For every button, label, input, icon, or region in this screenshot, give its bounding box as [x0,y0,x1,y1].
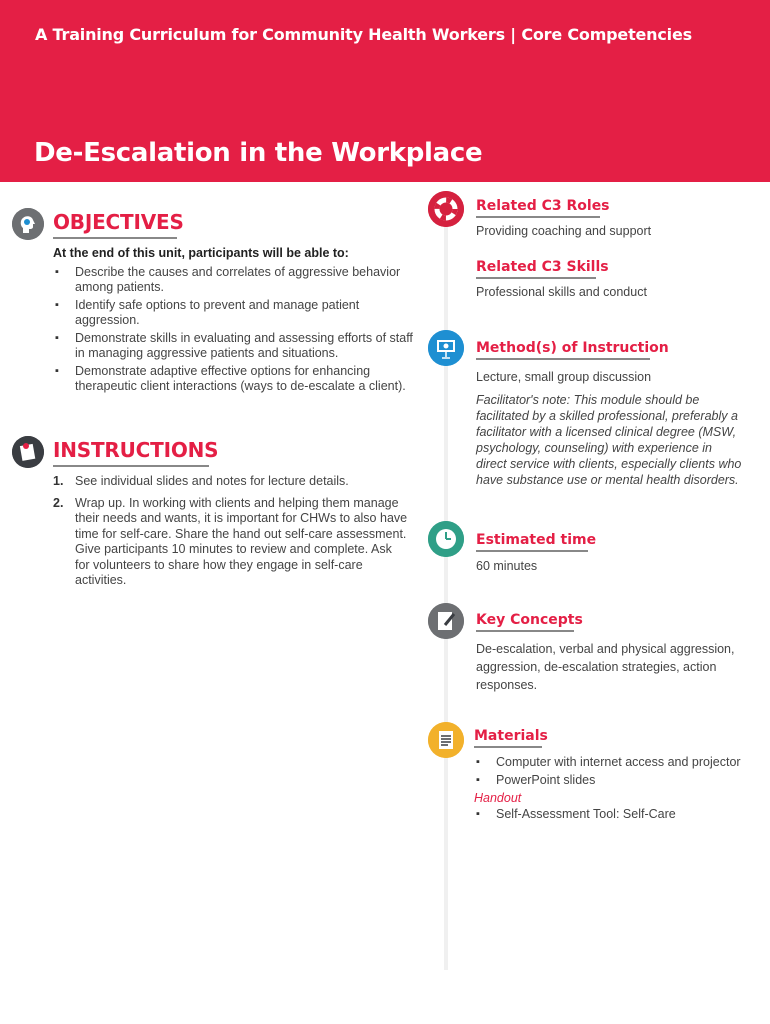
clipboard-icon [12,436,44,468]
materials-list [474,754,744,788]
timeline-line [444,195,448,970]
instruction-number: 2. [53,495,64,510]
instruction-text: Wrap up. In working with clients and helping them manage their needs and wants, it is important for CHWs to also have time for self-care. Share the hand out self-care assessment. Give participants 10 minutes to review and complete. Ask for volunteers to share how they engage in self-care activities. [75,495,408,587]
roles-heading: Related C3 Roles [476,198,610,214]
handout-list [474,806,744,822]
skills-heading: Related C3 Skills [476,259,609,275]
handout-item: ▪ Self-Assessment Tool: Self-Care [474,806,744,822]
instruction-item [53,474,408,490]
concepts-heading: Key Concepts [476,612,583,628]
roles-rule [476,216,600,218]
clock-icon [428,521,464,557]
objectives-heading: OBJECTIVES [53,210,184,234]
materials-rule [474,746,542,748]
objectives-body [53,246,423,397]
lifebuoy-icon [428,191,464,227]
time-text: 60 minutes [476,559,538,573]
instructions-body [53,474,408,595]
skills-rule [476,277,596,279]
concepts-rule [476,630,574,632]
instructions-rule [53,465,209,467]
objective-item: ▪ Demonstrate adaptive effective options for enhancing therapeutic client interactions (ways to de-escalate a client). [53,364,423,395]
roles-text: Providing coaching and support [476,224,652,238]
notebook-pencil-icon [428,603,464,639]
methods-text: Lecture, small group discussion [476,370,652,384]
materials-heading: Materials [474,728,548,744]
instruction-text: See individual slides and notes for lecture details. [75,474,349,488]
objective-item: ▪ Identify safe options to prevent and manage patient aggression. [53,298,423,329]
objectives-list [53,265,423,395]
curriculum-subtitle: A Training Curriculum for Community Health Workers | Core Competencies [35,25,692,44]
instructions-heading: INSTRUCTIONS [53,438,219,462]
header-banner [0,0,770,182]
presentation-board-icon [428,330,464,366]
instruction-item [53,496,408,589]
material-item: ▪ Computer with internet access and projector [474,754,744,770]
handout-label: Handout [474,791,522,805]
page-title: De-Escalation in the Workplace [34,138,483,168]
time-rule [476,550,588,552]
objectives-rule [53,237,177,239]
time-heading: Estimated time [476,532,597,548]
instruction-number: 1. [53,474,64,488]
head-gear-icon [12,208,44,240]
material-item: ▪ PowerPoint slides [474,772,744,788]
instructions-list [53,474,408,589]
methods-rule [476,358,650,360]
objective-item: ▪ Describe the causes and correlates of aggressive behavior among patients. [53,265,423,296]
concepts-text: De-escalation, verbal and physical aggression, aggression, de-escalation strategies, action responses. [476,642,735,692]
methods-heading: Method(s) of Instruction [476,340,669,356]
materials-body [474,754,744,824]
document-icon [428,722,464,758]
objectives-intro: At the end of this unit, participants will be able to: [53,246,349,260]
facilitator-note: Facilitator's note: This module should be facilitated by a skilled professional, preferably a facilitator with a licensed clinical degree (MSW, psychology, counseling) with experience in direct service with clients, especially clients who have substance use or mental health disorders. [476,393,742,487]
objective-item: ▪ Demonstrate skills in evaluating and assessing efforts of staff in managing aggressive patients and situations. [53,331,423,362]
skills-text: Professional skills and conduct [476,285,647,299]
